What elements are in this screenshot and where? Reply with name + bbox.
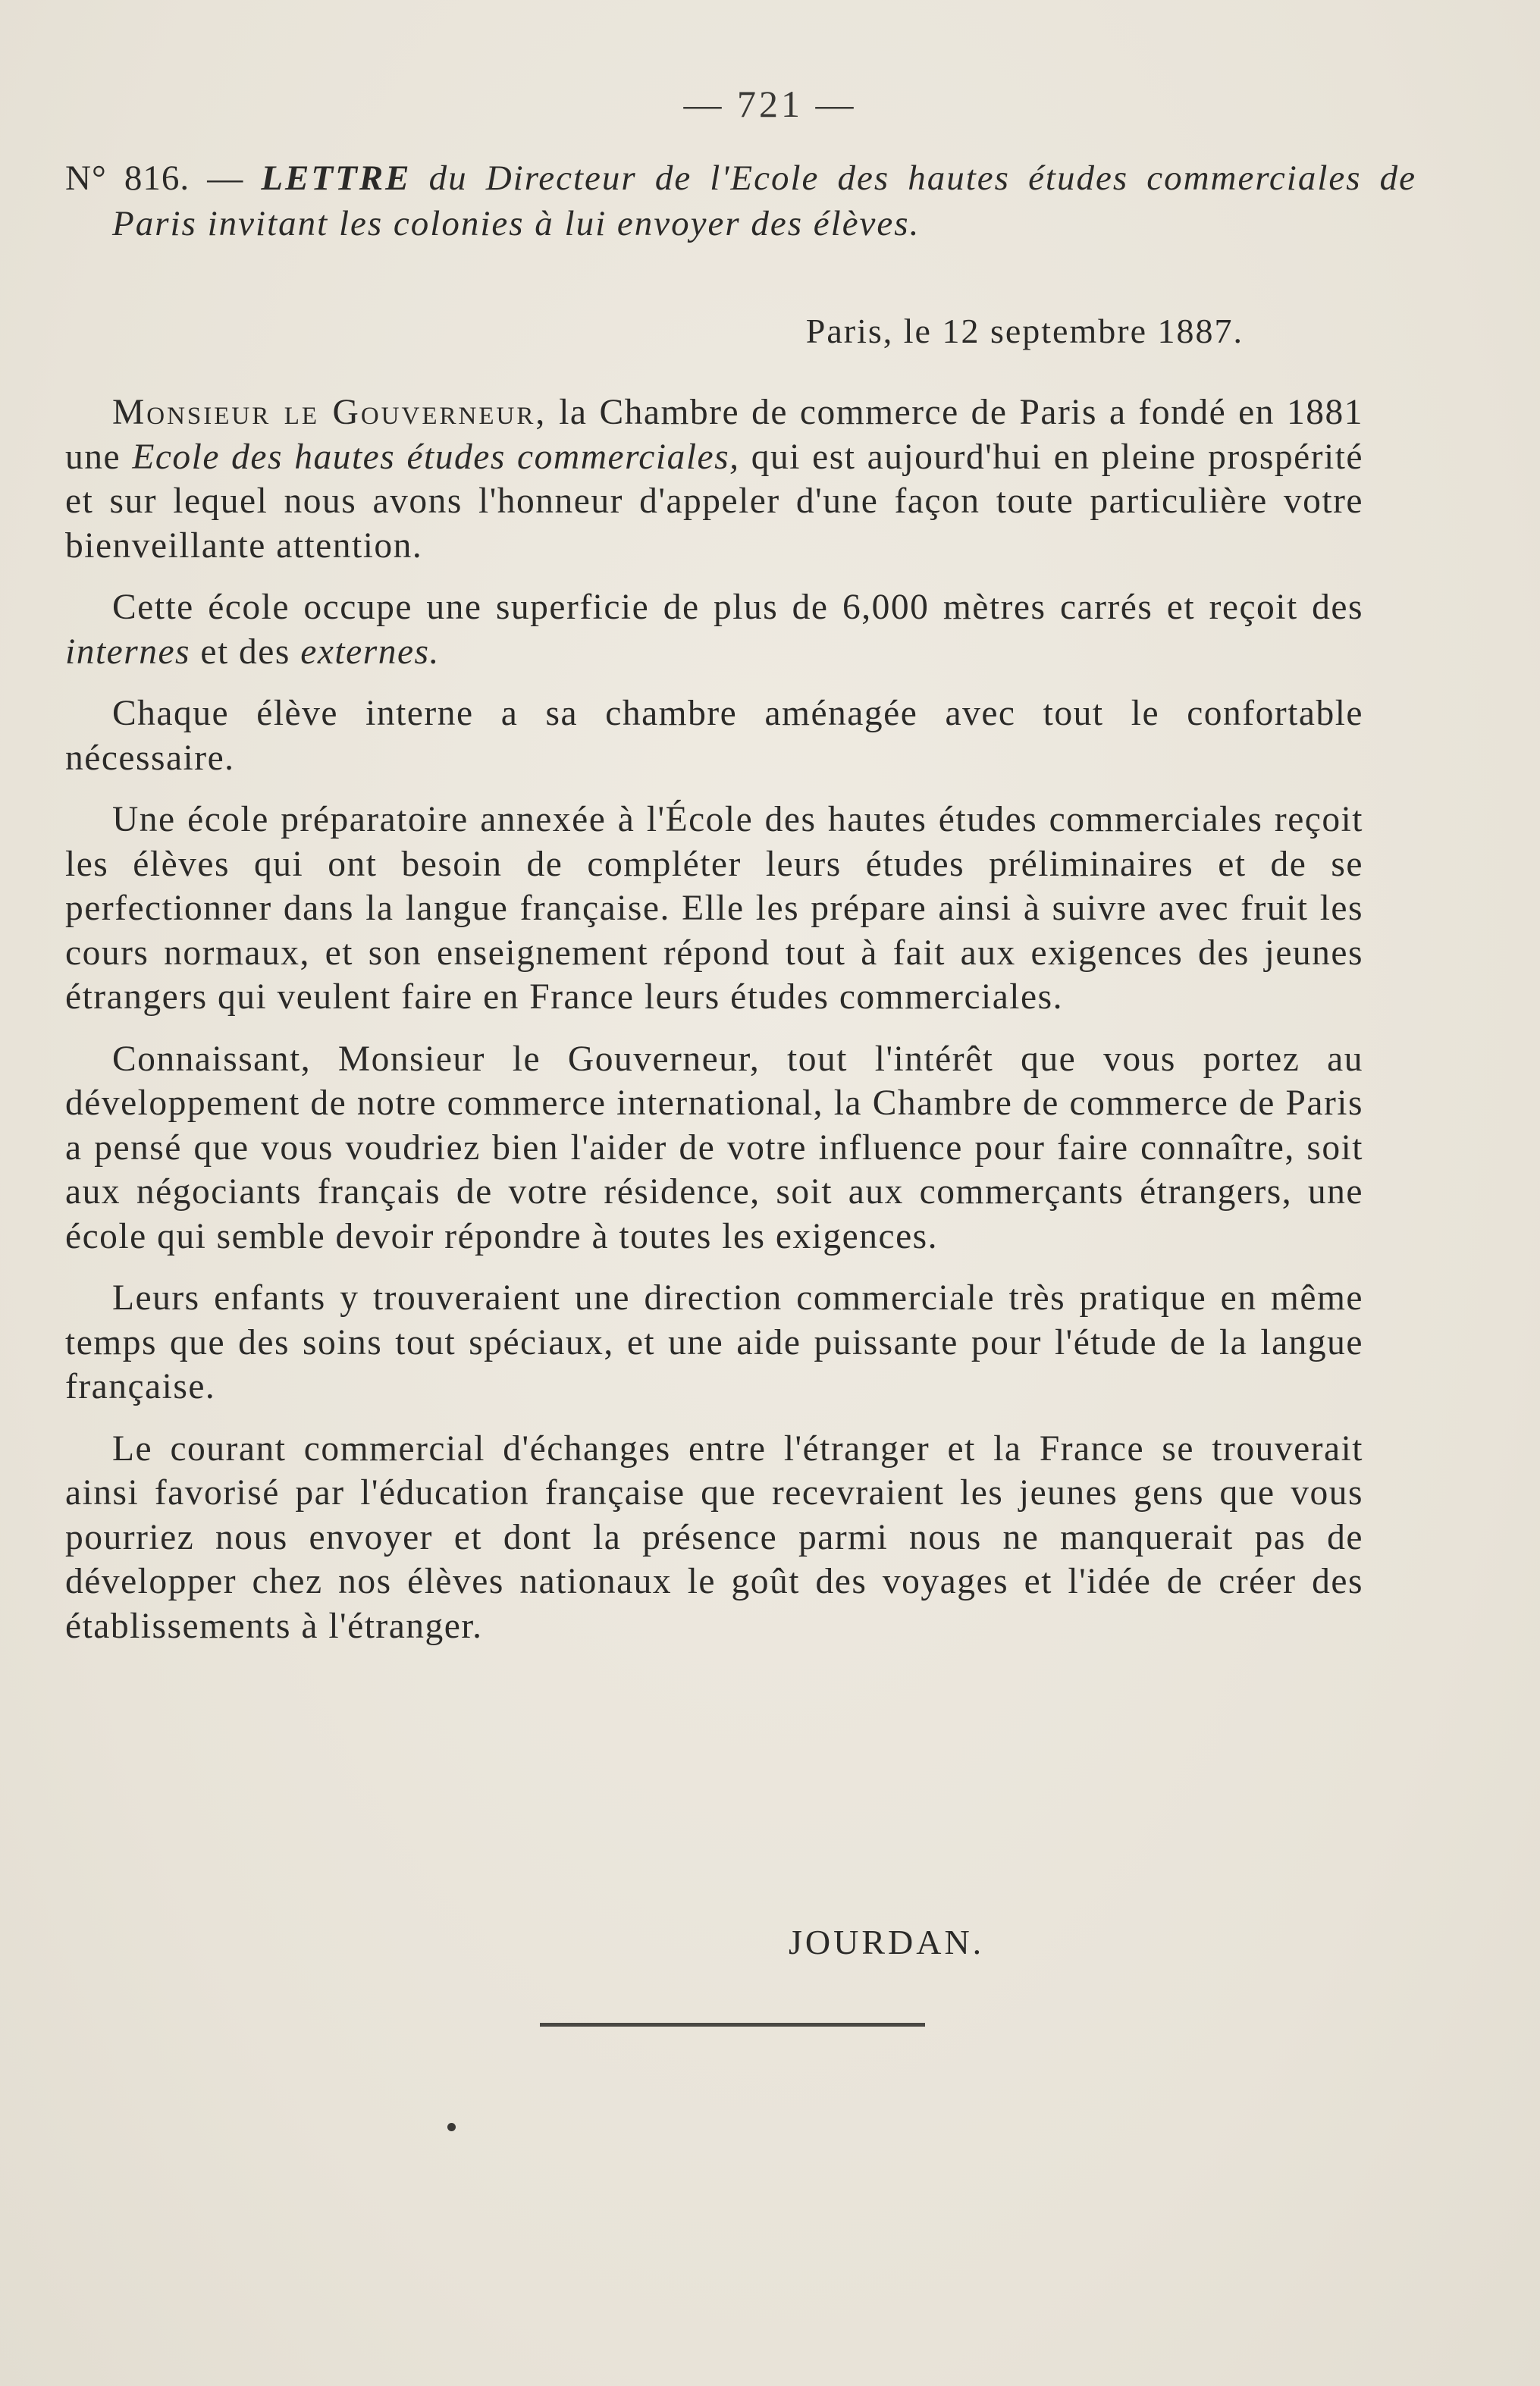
- salutation: Monsieur le Gouverneur,: [112, 393, 547, 432]
- paragraph-4: Une école préparatoire annexée à l'École des hautes études commerciales reçoit les élèves qui ont besoin de compléter leurs études préliminaires et de se perfectionner dans la langue française. Elle les prépare ainsi à suivre avec fruit les cours normaux, et son enseignement répond tout à fait aux exigences des jeunes étrangers qui veulent faire en France leurs études commerciales.: [65, 800, 1363, 1017]
- paragraph-7: Le courant commercial d'échanges entre l'étranger et la France se trouverait ainsi favorisé par l'éducation française que recevraient les jeunes gens que vous pourriez nous envoyer et dont la présence parmi nous ne manquerait pas de développer chez nos élèves nationaux le goût des voyages et l'idée de créer des établissements à l'étranger.: [65, 1428, 1363, 1646]
- document-heading: [65, 155, 1416, 246]
- page-number: — 721 —: [683, 83, 857, 125]
- dateline: Paris, le 12 septembre 1887.: [805, 312, 1244, 350]
- paragraph-3: Chaque élève interne a sa chambre aménagée avec tout le confortable nécessaire.: [65, 694, 1363, 778]
- paragraph-1-italic: Ecole des hautes études commerciales,: [132, 437, 740, 477]
- signature: JOURDAN.: [789, 1923, 985, 1961]
- paragraph-1-text-a: la Chambre de commerce de Paris a fondé en 1881 une: [65, 393, 1364, 477]
- paragraph-2: [65, 585, 1363, 674]
- document-number: N° 816.: [65, 158, 190, 198]
- paragraph-2-text-b: et des: [200, 632, 290, 672]
- ink-speck: [447, 2123, 456, 2131]
- paragraph-1-text-b: qui est aujourd'hui en pleine prospérité et sur lequel nous avons l'honneur d'appeler d'une façon toute particulière votre bienveillante attention.: [65, 437, 1364, 566]
- closing-rule: [540, 2023, 925, 2027]
- heading-description: du Directeur de l'Ecole des hautes études commerciales de Paris invitant les colonies à lui envoyer des élèves.: [112, 158, 1416, 243]
- paragraph-2-text-a: Cette école occupe une superficie de plus de 6,000 mètres carrés et reçoit des: [112, 588, 1363, 627]
- paragraph-2-italic-1: internes: [65, 632, 191, 672]
- paragraph-1: [65, 390, 1363, 568]
- paragraph-6: Leurs enfants y trouveraient une direction commerciale très pratique en même temps que des soins tout spéciaux, et une aide puissante pour l'étude de la langue française.: [65, 1278, 1363, 1406]
- heading-dash: —: [207, 158, 244, 198]
- paragraph-2-italic-2: externes.: [300, 632, 440, 672]
- letter-body: [65, 390, 1363, 1666]
- heading-title-word: LETTRE: [261, 158, 412, 198]
- paragraph-5: Connaissant, Monsieur le Gouverneur, tout l'intérêt que vous portez au développement de notre commerce international, la Chambre de commerce de Paris a pensé que vous voudriez bien l'aider de votre influence pour faire connaître, soit aux négociants français de votre résidence, soit aux commerçants étrangers, une école qui semble devoir répondre à toutes les exigences.: [65, 1039, 1363, 1256]
